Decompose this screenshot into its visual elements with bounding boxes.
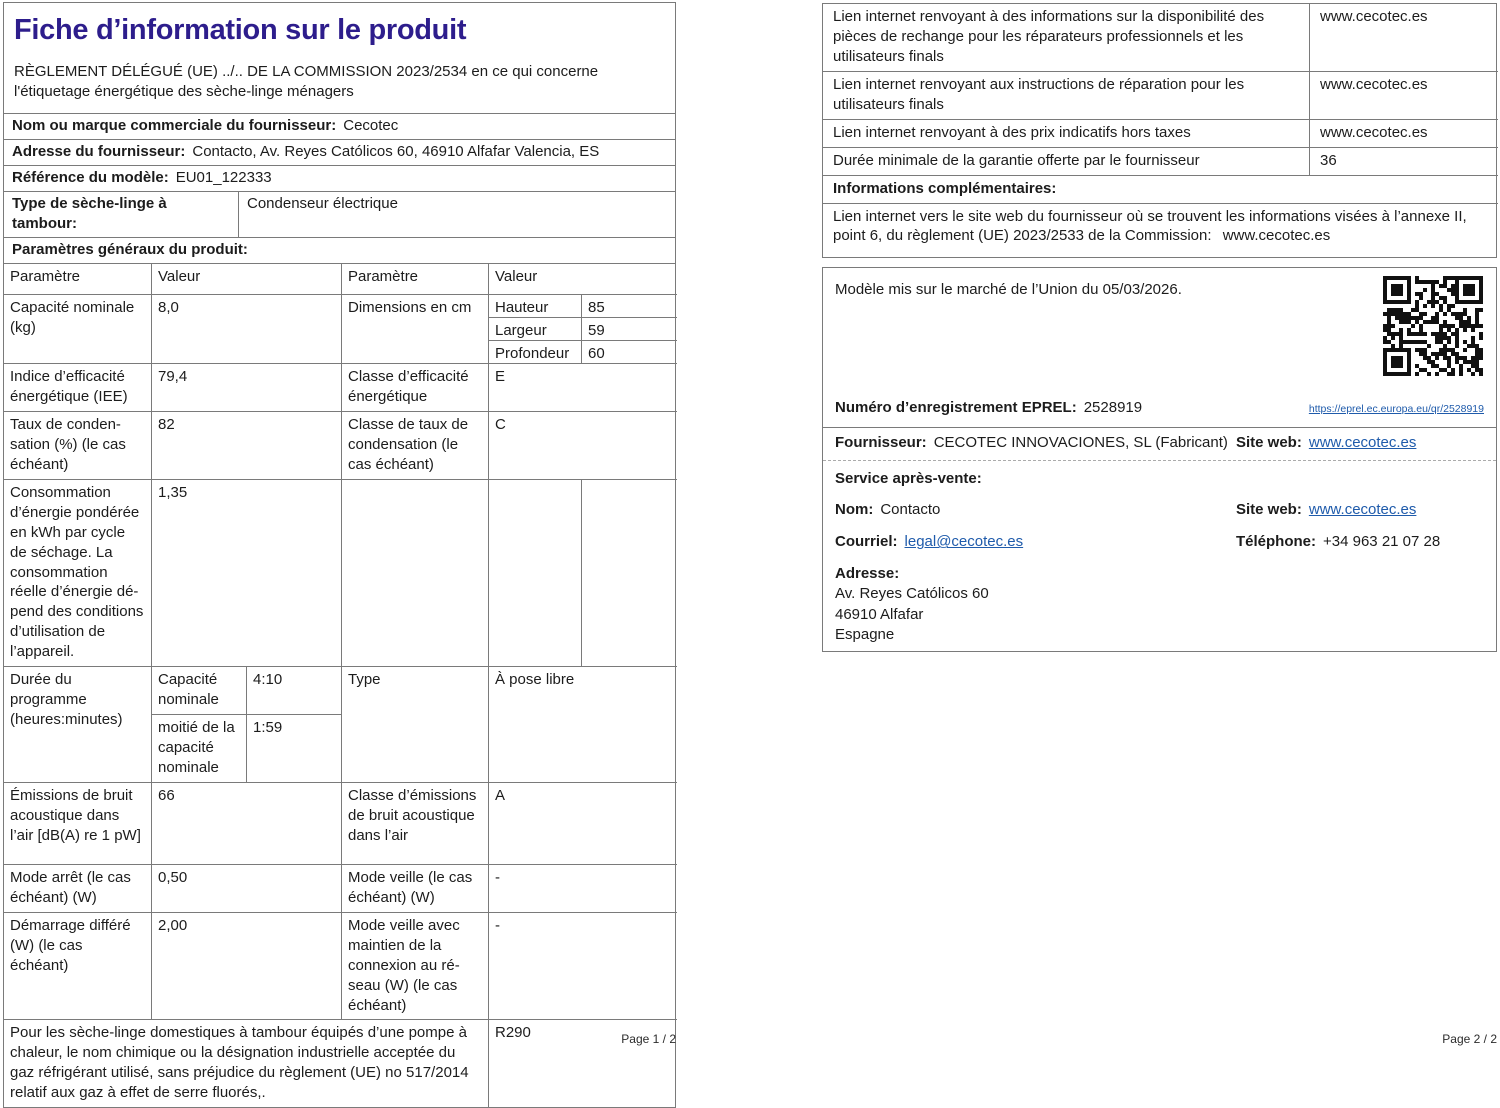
service-name-value: Contacto — [880, 501, 941, 519]
phone-value: +34 963 21 07 28 — [1323, 533, 1441, 551]
standby-label-cell: Mode veille (le cas échéant) (W) — [341, 864, 488, 912]
indicative-prices-link-label: Lien internet renvoyant à des prix indicatifs hors taxes — [823, 119, 1309, 147]
eprel-url-link[interactable]: https://eprel.ec.europa.eu/qr/2528919 — [1308, 403, 1484, 416]
energy-class-value-cell: E — [488, 363, 677, 411]
capacity-value-cell: 8,0 — [151, 294, 341, 363]
general-parameters-table — [3, 263, 676, 1108]
links-table — [822, 3, 1497, 258]
refrigerant-value-cell: R290 — [488, 1019, 677, 1107]
noise-class-label-cell: Classe d’émissions de bruit acoustique dans l’air — [341, 782, 488, 864]
title-block — [3, 2, 676, 114]
model-reference-value: EU01_122333 — [175, 169, 272, 187]
page-1 — [3, 0, 676, 1102]
page-2-footer: Page 2 / 2 — [1442, 1032, 1497, 1047]
repair-instructions-link-value: www.cecotec.es — [1309, 71, 1498, 119]
address-line-3: Espagne — [835, 625, 895, 643]
noise-value-cell: 66 — [151, 782, 341, 864]
registration-box — [822, 267, 1497, 653]
off-mode-value-cell: 0,50 — [151, 864, 341, 912]
email-link[interactable]: legal@cecotec.es — [904, 533, 1024, 551]
off-mode-label-cell: Mode arrêt (le cas échéant) (W) — [4, 864, 151, 912]
networked-standby-value-cell: - — [488, 912, 677, 1020]
general-params-label: Paramètres généraux du produit: — [12, 241, 248, 259]
service-name-label: Nom: — [835, 501, 874, 519]
annex-link-value: www.cecotec.es — [1222, 227, 1331, 245]
model-reference-row — [3, 165, 676, 192]
dimension-width-label: Largeur — [488, 317, 581, 340]
duration-rated-label-cell: Capacité nominale — [151, 666, 246, 714]
dryer-type-label: Type de sèche-linge à tambour: — [12, 195, 167, 233]
supplier-address-label: Adresse du fournisseur: — [12, 143, 186, 161]
iee-value-cell: 79,4 — [151, 363, 341, 411]
guarantee-duration-label: Durée minimale de la garantie offerte par le fournisseur — [823, 147, 1309, 175]
dryer-type-row — [3, 191, 676, 238]
supplier-name-row — [3, 113, 676, 140]
condensation-value-cell: 82 — [151, 411, 341, 479]
networked-standby-label-cell: Mode veille avec maintien de la connexion au réseau (W) (le cas échéant) — [341, 912, 488, 1020]
installation-type-value-cell: À pose libre — [488, 666, 677, 782]
condensation-label-cell: Taux de condensation (%) (le cas échéant) — [4, 411, 151, 479]
after-sales-section — [823, 460, 1496, 651]
duration-rated-value-cell: 4:10 — [246, 666, 341, 714]
duration-half-value-cell: 1:59 — [246, 714, 341, 782]
col-header-value-left: Valeur — [151, 264, 341, 294]
regulation-subtitle: RÈGLEMENT DÉLÉGUÉ (UE) ../.. DE LA COMMISSION 2023/2534 en ce qui concerne l'étiquetage énergétique des sèche-linge ménagers — [14, 62, 599, 100]
noise-class-value-cell: A — [488, 782, 677, 864]
annex-link-cell — [823, 203, 1498, 257]
service-name-row — [835, 500, 1484, 520]
service-site-label: Site web: — [1236, 501, 1302, 519]
after-sales-label: Service après-vente: — [835, 470, 982, 488]
dimensions-label-cell: Dimensions en cm — [341, 294, 488, 363]
qr-code — [1383, 276, 1483, 376]
market-date-section — [823, 268, 1496, 392]
col-header-param-left: Paramètre — [10, 268, 81, 286]
supplier-name-label: Nom ou marque commerciale du fournisseur: — [12, 117, 337, 135]
consumption-value-cell: 1,35 — [151, 479, 341, 666]
supplier-row — [823, 427, 1496, 460]
iee-label-cell: Indice d’efficacité énergétique (IEE) — [4, 363, 151, 411]
spare-parts-link-value: www.cecotec.es — [1309, 4, 1498, 71]
address-line-1: Av. Reyes Católicos 60 — [835, 585, 989, 603]
dimension-height-value: 85 — [581, 294, 677, 317]
page-title: Fiche d’information sur le produit — [14, 14, 467, 46]
col-header-param-right: Paramètre — [341, 264, 488, 294]
page-2 — [822, 0, 1497, 1050]
eprel-number: 2528919 — [1083, 398, 1143, 416]
service-contact-row — [835, 532, 1484, 552]
col-header-value-right: Valeur — [488, 264, 677, 294]
dimension-depth-label: Profondeur — [488, 340, 581, 363]
general-params-header — [3, 237, 676, 264]
duration-label-cell: Durée du programme (heures:minutes) — [4, 666, 151, 782]
address-line-2: 46910 Alfafar — [835, 605, 924, 623]
supplier-address-value: Contacto, Av. Reyes Católicos 60, 46910 Alfafar Valencia, ES — [192, 143, 600, 161]
supplier-name-value: Cecotec — [343, 117, 399, 135]
indicative-prices-link-value: www.cecotec.es — [1309, 119, 1498, 147]
supplier-value: CECOTEC INNOVACIONES, SL (Fabricant) — [933, 434, 1228, 452]
dimension-width-value: 59 — [581, 317, 677, 340]
consumption-empty-param-cell — [341, 479, 488, 666]
annex-link-label: Lien internet vers le site web du fournisseur où se trouvent les informations visées à l’annexe II, point 6, du règlement (UE) 2023/2533 de la Commission: — [833, 207, 1467, 245]
service-website-link[interactable]: www.cecotec.es — [1308, 501, 1417, 519]
address-label: Adresse: — [835, 565, 900, 583]
duration-half-label-cell: moitié de la capacité nominale — [151, 714, 246, 782]
guarantee-duration-value: 36 — [1309, 147, 1498, 175]
consumption-label-cell: Consommation d’énergie pondérée en kWh par cycle de séchage. La consommation réelle d’énergie dépend des conditions d’utilisation de l’appareil. — [4, 479, 151, 666]
condensation-class-value-cell: C — [488, 411, 677, 479]
market-date-text: Modèle mis sur le marché de l’Union du 05/03/2026. — [835, 280, 1182, 298]
supplier-address-row — [3, 139, 676, 166]
model-reference-label: Référence du modèle: — [12, 169, 169, 187]
page-1-footer: Page 1 / 2 — [621, 1032, 676, 1047]
condensation-class-label-cell: Classe de taux de condensation (le cas échéant) — [341, 411, 488, 479]
dimension-depth-value: 60 — [581, 340, 677, 363]
dryer-type-value: Condenseur électrique — [247, 195, 398, 213]
dimension-height-label: Hauteur — [488, 294, 581, 317]
energy-class-label-cell: Classe d’efficacité énergétique — [341, 363, 488, 411]
eprel-label: Numéro d’enregistrement EPREL: — [835, 398, 1077, 416]
consumption-empty-sub-cell-a — [488, 479, 581, 666]
spare-parts-link-label: Lien internet renvoyant à des informations sur la disponibilité des pièces de rechange pour les réparateurs professionnels et les utilisateurs finals — [833, 8, 1265, 65]
delayed-start-label-cell: Démarrage différé (W) (le cas échéant) — [4, 912, 151, 1020]
supplier-label: Fournisseur: — [835, 434, 927, 452]
repair-instructions-link-label: Lien internet renvoyant aux instructions de réparation pour les utilisateurs finals — [823, 71, 1309, 119]
noise-label-cell: Émissions de bruit acoustique dans l’air [dB(A) re 1 pW] — [4, 782, 151, 864]
address-block — [835, 564, 1484, 645]
refrigerant-label-cell: Pour les sèche-linge domestiques à tambour équipés d’une pompe à chaleur, le nom chimique ou la désignation industrielle acceptée du gaz réfrigérant utilisé, sans préjudice du règlement (UE) no 517/2014 relatif aux gaz à effet de serre fluorés,. — [4, 1019, 488, 1107]
email-label: Courriel: — [835, 533, 898, 551]
consumption-empty-sub-cell-b — [581, 479, 677, 666]
standby-value-cell: - — [488, 864, 677, 912]
eprel-row — [823, 392, 1496, 428]
phone-label: Téléphone: — [1236, 533, 1317, 551]
delayed-start-value-cell: 2,00 — [151, 912, 341, 1020]
installation-type-label-cell: Type — [341, 666, 488, 782]
capacity-label-cell: Capacité nominale (kg) — [4, 294, 151, 363]
supplier-website-link[interactable]: www.cecotec.es — [1308, 434, 1417, 452]
site-web-label: Site web: — [1236, 434, 1302, 452]
additional-info-header: Informations complémentaires: — [823, 175, 1498, 203]
